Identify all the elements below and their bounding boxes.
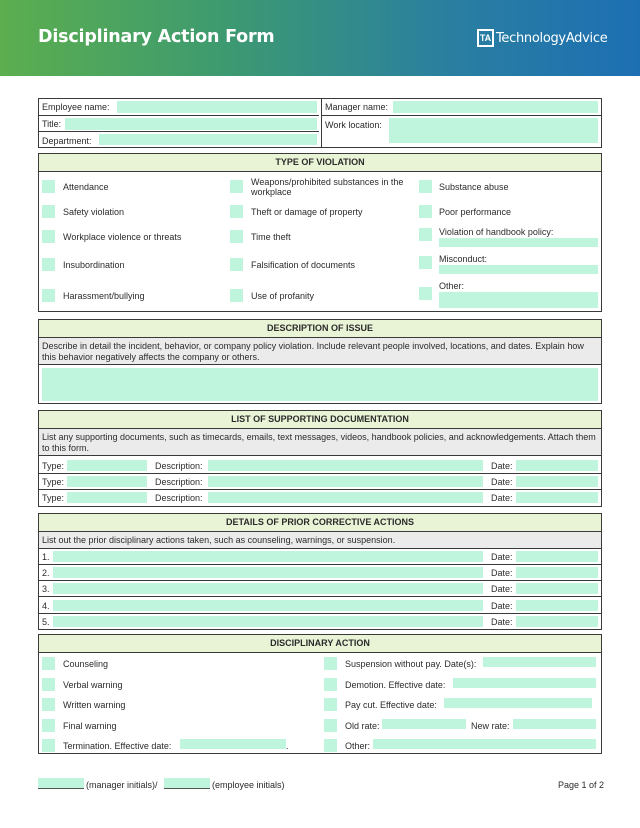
date-label: Date: [491, 601, 513, 611]
date-label: Date: [491, 568, 513, 578]
checkbox-label: Final warning [63, 721, 117, 731]
checkbox-label: Termination. Effective date: [63, 741, 172, 751]
old-rate-label: Old rate: [345, 721, 380, 731]
other-action-field[interactable] [373, 739, 596, 749]
manager-initials-underline [38, 788, 84, 789]
checkbox-misconduct[interactable] [419, 256, 432, 269]
section-heading: TYPE OF VIOLATION [39, 154, 601, 172]
checkbox-safety-violation[interactable] [42, 205, 55, 218]
row-number: 2. [42, 568, 50, 578]
checkbox-old-rate[interactable] [324, 719, 337, 732]
divider [321, 99, 322, 147]
checkbox-falsification[interactable] [230, 258, 243, 271]
misconduct-field[interactable] [439, 265, 598, 274]
checkbox-label: Violation of handbook policy: [439, 227, 554, 237]
documentation-section [38, 410, 602, 507]
checkbox-label: Verbal warning [63, 680, 123, 690]
new-rate-field[interactable] [513, 719, 596, 729]
checkbox-label: Demotion. Effective date: [345, 680, 446, 690]
divider [39, 580, 601, 581]
prior-action-field[interactable] [53, 583, 483, 594]
header-banner [0, 0, 640, 76]
checkbox-poor-performance[interactable] [419, 205, 432, 218]
divider [39, 115, 319, 116]
department-label: Department: [42, 136, 92, 146]
suspension-dates-field[interactable] [483, 657, 596, 667]
pay-cut-date-field[interactable] [444, 698, 592, 708]
section-heading: DETAILS OF PRIOR CORRECTIVE ACTIONS [39, 514, 601, 532]
checkbox-label: Workplace violence or threats [63, 232, 182, 242]
date-field[interactable] [516, 460, 598, 471]
type-field[interactable] [67, 460, 147, 471]
type-label: Type: [42, 477, 65, 487]
doc-description-field[interactable] [208, 476, 483, 487]
checkbox-label: Insubordination [63, 260, 125, 270]
instructions-text: Describe in detail the incident, behavior, or company policy violation. Include relevant people involved, locations, and dates. Explain how this behavior negatively affects the company or others. [39, 338, 601, 365]
manager-name-field[interactable] [393, 101, 598, 113]
description-label: Description: [155, 493, 203, 503]
company-logo [477, 28, 607, 48]
type-label: Type: [42, 493, 65, 503]
date-label: Date: [491, 477, 513, 487]
checkbox-profanity[interactable] [230, 289, 243, 302]
logo-text: TechnologyAdvice [496, 30, 608, 46]
instructions-text: List any supporting documents, such as timecards, emails, text messages, videos, handbook policies, and acknowledgements. Attach them to this form. [39, 429, 601, 456]
type-label: Type: [42, 461, 65, 471]
checkbox-label: Suspension without pay. Date(s): [345, 659, 477, 669]
checkbox-demotion[interactable] [324, 678, 337, 691]
divider [39, 613, 601, 614]
checkbox-attendance[interactable] [42, 180, 55, 193]
page-number: Page 1 of 2 [558, 780, 605, 790]
checkbox-label: Substance abuse [439, 182, 509, 192]
section-heading: DESCRIPTION OF ISSUE [39, 320, 601, 338]
date-label: Date: [491, 552, 513, 562]
checkbox-label: Counseling [63, 659, 109, 669]
divider [39, 596, 601, 597]
date-label: Date: [491, 461, 513, 471]
checkbox-label: Theft or damage of property [251, 207, 363, 217]
date-field[interactable] [516, 567, 598, 578]
description-label: Description: [155, 461, 203, 471]
date-field[interactable] [516, 492, 598, 503]
manager-initials-label: (manager initials)/ [86, 780, 158, 790]
title-field[interactable] [65, 118, 317, 130]
checkbox-counseling[interactable] [42, 657, 55, 670]
checkbox-suspension[interactable] [324, 657, 337, 670]
section-heading: DISCIPLINARY ACTION [39, 635, 601, 653]
checkbox-label: Poor performance [439, 207, 512, 217]
checkbox-label: Falsification of documents [251, 260, 356, 270]
new-rate-label: New rate: [471, 721, 510, 731]
checkbox-termination[interactable] [42, 739, 55, 752]
work-location-label: Work location: [325, 120, 382, 130]
checkbox-final-warning[interactable] [42, 719, 55, 732]
checkbox-written-warning[interactable] [42, 698, 55, 711]
logo-mark-icon: TA [477, 29, 494, 47]
checkbox-label: Other: [439, 281, 465, 291]
date-field[interactable] [516, 616, 598, 627]
prior-actions-section [38, 513, 602, 630]
checkbox-time-theft[interactable] [230, 230, 243, 243]
employee-name-field[interactable] [117, 101, 317, 113]
divider [39, 564, 601, 565]
checkbox-label: Misconduct: [439, 254, 488, 264]
row-number: 1. [42, 552, 50, 562]
checkbox-label: Pay cut. Effective date: [345, 700, 437, 710]
checkbox-other[interactable] [419, 287, 432, 300]
description-section [38, 319, 602, 404]
handbook-violation-field[interactable] [439, 238, 598, 247]
employee-name-label: Employee name: [42, 102, 110, 112]
section-heading: LIST OF SUPPORTING DOCUMENTATION [39, 411, 601, 429]
row-number: 4. [42, 601, 50, 611]
checkbox-substance-abuse[interactable] [419, 180, 432, 193]
checkbox-theft[interactable] [230, 205, 243, 218]
violation-section [38, 153, 602, 312]
checkbox-other-action[interactable] [324, 739, 337, 752]
prior-action-field[interactable] [53, 567, 483, 578]
other-violation-field[interactable] [439, 292, 598, 308]
checkbox-pay-cut[interactable] [324, 698, 337, 711]
checkbox-label: Written warning [63, 700, 126, 710]
checkbox-label: Attendance [63, 182, 109, 192]
employee-initials-field[interactable] [164, 778, 210, 788]
prior-action-field[interactable] [53, 551, 483, 562]
manager-name-label: Manager name: [325, 102, 389, 112]
checkbox-insubordination[interactable] [42, 258, 55, 271]
termination-period: . [286, 741, 289, 751]
date-label: Date: [491, 493, 513, 503]
checkbox-workplace-violence[interactable] [42, 230, 55, 243]
title-label: Title: [42, 119, 62, 129]
divider [321, 115, 601, 116]
demotion-date-field[interactable] [453, 678, 596, 688]
checkbox-handbook-violation[interactable] [419, 228, 432, 241]
doc-description-field[interactable] [208, 492, 483, 503]
checkbox-label: Use of profanity [251, 291, 315, 301]
type-field[interactable] [67, 476, 147, 487]
employee-initials-underline [164, 788, 210, 789]
prior-action-field[interactable] [53, 600, 483, 611]
type-field[interactable] [67, 492, 147, 503]
termination-date-field[interactable] [180, 739, 286, 749]
date-field[interactable] [516, 600, 598, 611]
doc-description-field[interactable] [208, 460, 483, 471]
checkbox-weapons[interactable] [230, 180, 243, 193]
prior-action-field[interactable] [53, 616, 483, 627]
form-title: Disciplinary Action Form [38, 27, 275, 47]
checkbox-label: Time theft [251, 232, 291, 242]
checkbox-verbal-warning[interactable] [42, 678, 55, 691]
checkbox-harassment[interactable] [42, 289, 55, 302]
department-field[interactable] [99, 134, 317, 145]
row-number: 3. [42, 584, 50, 594]
work-location-field[interactable] [389, 118, 598, 143]
date-label: Date: [491, 617, 513, 627]
employee-initials-label: (employee initials) [212, 780, 285, 790]
checkbox-label: Other: [345, 741, 371, 751]
disciplinary-action-section [38, 634, 602, 754]
date-label: Date: [491, 584, 513, 594]
divider [39, 473, 601, 474]
checkbox-label: Weapons/prohibited substances in the workplace [251, 177, 404, 197]
date-field[interactable] [516, 583, 598, 594]
date-field[interactable] [516, 476, 598, 487]
divider [39, 489, 601, 490]
description-label: Description: [155, 477, 203, 487]
row-number: 5. [42, 617, 50, 627]
date-field[interactable] [516, 551, 598, 562]
checkbox-label: Harassment/bullying [63, 291, 145, 301]
employee-info-section [38, 98, 602, 148]
old-rate-field[interactable] [382, 719, 466, 729]
instructions-text: List out the prior disciplinary actions taken, such as counseling, warnings, or suspension. [39, 532, 601, 549]
divider [39, 131, 319, 132]
description-field[interactable] [42, 368, 598, 401]
manager-initials-field[interactable] [38, 778, 84, 788]
checkbox-label: Safety violation [63, 207, 125, 217]
